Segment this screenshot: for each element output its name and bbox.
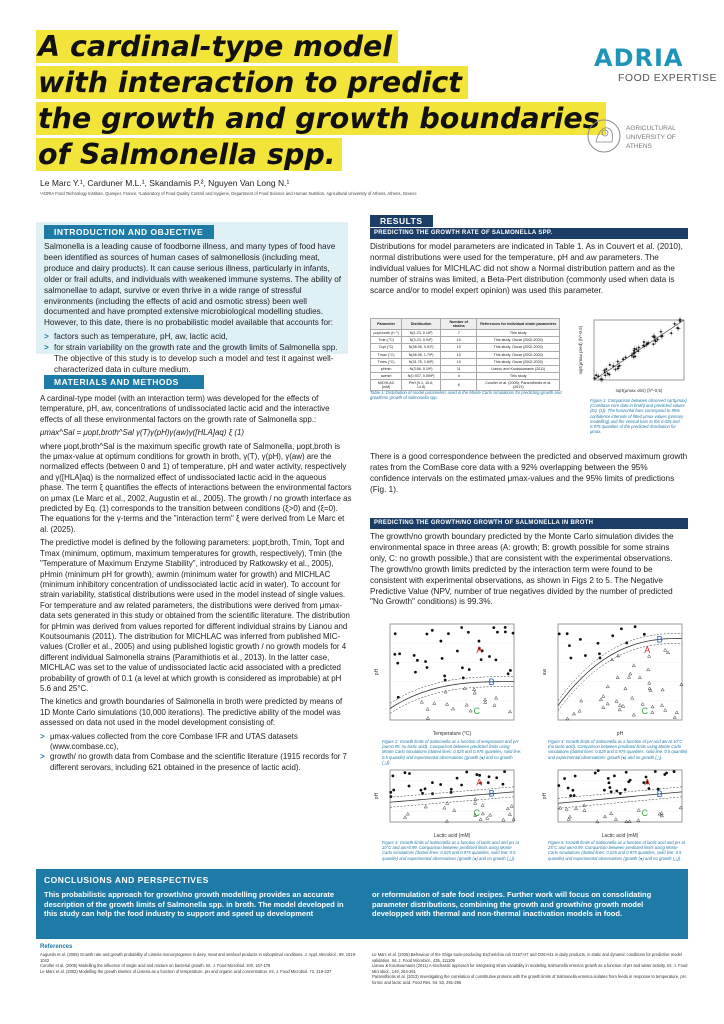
table-cell: 10 — [440, 337, 477, 344]
results-paragraph-2: There is a good correspondence between the predicted and observed maximum growth rates from the ComBase core data with a 92% overlapping between the 95% confidence intervals on the estimated μmax-values and the 95% limits of predictions (Fig. 1). — [370, 452, 688, 494]
reference-item: Le Marc et al. (2002) Modelling the growth kinetics of Listeria as a function of temperature, pH and organic acid concentration. Int. J. Food Microbiol. 73, 219-237 — [40, 968, 332, 974]
table-cell: Tmin (°C) — [371, 337, 402, 344]
data-point — [637, 350, 639, 352]
results-subheading-2: PREDICTING THE GROWTH/NO GROWTH OF SALMONELLA IN BROTH — [370, 518, 688, 529]
data-point — [597, 375, 599, 377]
intro-bullet-2: > for strain variability on the growth rate and the growth limits of Salmonella spp. The objective of this study is to develop such a model and test it against well-characterized data in culture medium. — [44, 343, 342, 376]
growth-point — [607, 777, 610, 780]
growth-point — [456, 777, 459, 780]
x-axis-label: sqrt(μmax obs) (h^-0.5) — [615, 388, 663, 393]
table-cell: Coroller et al. (2005); Paramithiotis et al. (2013) — [477, 380, 560, 391]
data-point — [670, 332, 672, 334]
growth-point — [567, 787, 570, 790]
table-cell: N(3.23, 0.94²) — [402, 337, 441, 344]
data-point — [595, 374, 597, 376]
table-cell: 6 — [440, 380, 477, 391]
table-cell: 10 — [440, 351, 477, 358]
growth-point — [439, 640, 442, 643]
table-header-cell: Number of strains — [440, 319, 477, 330]
growth-point — [404, 771, 407, 774]
growth-point — [563, 777, 566, 780]
table-cell: pHmin — [371, 365, 402, 372]
table-cell: Topt (°C) — [371, 344, 402, 351]
equation-1: μmax^Sal = μopt,broth^Sal γ(T)γ(pH)γ(aw)γ([HLA]aq) ξ (1) — [40, 428, 244, 438]
growth-point — [413, 654, 416, 657]
zone-label-b: B — [488, 788, 495, 799]
reference-item: Le Marc et al. (2025) Behaviour of the Shiga toxin-producing Escherichia coli O157:H7 and O26:H11 in dairy products, in static and dynamic conditions for predictive model validation. Int. J. Food Microbiol., 435, 111109 — [372, 952, 682, 963]
intro-paragraph: Salmonella is a leading cause of foodborne illness, and many types of food have been identified as sources of human cases of salmonellosis (including meat, produce and dairy products). It can cause serious illness, particularly in infants, older or frail adults, and individuals with weakened immune systems. The ability of salmonellae to adapt, survive or even thrive in a wide range of stressful environments (including the effects of acid and osmotic stress) been well documented and have prompted extensive microbiological modelling studies. However, to this date, there is no probabilistic model available that accounts for: — [44, 242, 342, 328]
zone-label-a: A — [644, 777, 651, 788]
data-point — [617, 365, 619, 367]
growth-point — [569, 657, 572, 660]
results-paragraph-3: The growth/no growth boundary predicted by the Monte Carlo simulation divides the environmental space in three areas (A: growth; B: growth possible for some strains only, C: no growth possible,) that are consistent with the experimental observations. The growth/no growth limits predicted by the interaction term were found to be consistent with experimental observations, as shown in Figs 2 to 5. The Negative Predictive Value (NPV, number of true negatives divided by the number of predicted "No Growth" conditions) is 99.3%. — [370, 532, 674, 607]
table-row — [371, 351, 560, 358]
growth-point — [487, 781, 490, 784]
table-cell: 7 — [440, 330, 477, 337]
data-point — [617, 361, 619, 363]
growth-point — [512, 632, 515, 635]
growth-point — [416, 659, 419, 662]
growth-point — [610, 790, 613, 793]
authors: Le Marc Y.¹, Carduner M.L.¹, Skandamis P.², Nguyen Van Long N.¹ — [40, 178, 290, 188]
growth-point — [488, 775, 491, 778]
growth-point — [579, 638, 582, 641]
growth-point — [568, 644, 571, 647]
table-row — [371, 373, 560, 380]
table-cell: 4 — [440, 373, 477, 380]
figure-3-caption: Figure 3: Growth limits of Salmonella as a function of pH and aw at 10°C (no lactic acid). Comparison between predicted limits using Monte Carlo simulations (dotted lines: 0.025 and 0.975 quantiles, solid line: 0.5 quantile) and experimental observations: growth (●) and no growth (△). — [548, 739, 688, 760]
zone-label-b: B — [656, 788, 663, 799]
parameters-table — [370, 318, 560, 391]
methods-heading: MATERIALS AND METHODS — [44, 375, 204, 389]
title-line-1: A cardinal-type model — [36, 30, 398, 64]
growth-point — [509, 669, 512, 672]
growth-point — [613, 775, 616, 778]
y-axis-label: pH — [374, 792, 380, 800]
data-point — [601, 379, 603, 381]
data-point — [605, 368, 607, 370]
data-point — [634, 355, 636, 357]
zone-label-c: C — [641, 808, 649, 818]
growth-point — [408, 772, 411, 775]
table-cell: Lianou and Koutsoumanis (2011) — [477, 365, 560, 372]
growth-point — [558, 633, 561, 636]
growth-point — [608, 786, 611, 789]
growth-point — [566, 632, 569, 635]
growth-point — [673, 770, 676, 773]
zone-label-a: A — [476, 777, 483, 788]
reference-item: Lianou & Koutsoumanis (2011) A stochastic approach for integrating strain variability in modeling Salmonella enterica growth as a function of pH and water activity. Int. J. Food Microbiol., 149, 254-261 — [372, 963, 688, 974]
zone-label-c: C — [473, 808, 481, 818]
data-point — [607, 373, 609, 375]
growth-point — [615, 789, 618, 792]
title-line-3: the growth and growth boundaries — [36, 102, 606, 136]
references-left — [40, 952, 360, 974]
table-cell: This study — [477, 373, 560, 380]
growth-point — [460, 626, 463, 629]
y-axis-label: pH — [374, 668, 380, 676]
x-axis-label: Lactic acid (mM) — [433, 833, 471, 839]
growth-point — [624, 788, 627, 791]
figure-4-caption: Figure 4: Growth limits of Salmonella as a function of lactic acid and pH at 10°C and aw>0.99. Comparison between predicted limits using Monte Carlo simulations (dotted lines: 0.025 and 0.975 quantiles, solid line: 0.5 quantile) and experimental observations (growth (●) and no growth (△)). — [382, 840, 519, 861]
growth-point — [396, 662, 399, 665]
methods-paragraph-3: The predictive model is defined by the following parameters: μopt,broth, Tmin, Topt and Tmax (minimum, optimum, maximum temperatures for growth, respectively), Tmin (the "Temperature of Maximum Enzyme Stability", introduced by Ratkowsky et al., 2005), pHmin (minimum pH for growth), awmin (minimum water for growth) and MICHLAC (minimum inhibitory concentration of undissociated lactic acid in water). To account for strain variability, statistical distributions were used in the model instead of single values. For temperature and aw related parameters, the distributions were derived from μmax-data sets generated in this study or obtained from the scientific literature. The distribution for pHmin was derived from values reported for different individual strains by Lianou and Koutsoumanis (2011). The distribution for MICHLAC was inferred from published MIC-values (Croller et al., 2005) and using published logistic growth / no growth models for 4 different individual Salmonella strains (Paramithiotis et al., 2013). In the latter case, MICHLAC was set to the value of undissociated lactic acid associated with a predicted probability of growth of 0.1 (a level at which growth is considered as improbable) at pH 5.6 and 25°C. — [40, 538, 350, 693]
growth-point — [450, 788, 453, 791]
university-emblem-icon — [586, 118, 622, 154]
methods-paragraph-1: A cardinal-type model (with an interaction term) was developed for the effects of temperature, pH, aw, concentrations of undissociated lactic acid and the interactive effects of all these environmental factors on the growth rate of Salmonella spp.: — [40, 394, 330, 424]
data-point — [635, 348, 637, 350]
growth-point — [478, 774, 481, 777]
table-row — [371, 344, 560, 351]
table-cell: μopt,broth (h⁻¹) — [371, 330, 402, 337]
adria-logo: ADRIA — [594, 44, 684, 72]
data-point — [676, 327, 678, 329]
growth-point — [441, 657, 444, 660]
data-point — [643, 341, 645, 343]
data-point — [631, 354, 633, 356]
references-heading: References — [40, 944, 73, 950]
growth-point — [665, 772, 668, 775]
data-point — [612, 365, 614, 367]
data-point — [603, 370, 605, 372]
results-heading: RESULTS — [370, 215, 433, 227]
growth-point — [439, 783, 442, 786]
growth-point — [391, 775, 394, 778]
data-point — [609, 364, 611, 366]
growth-point — [608, 781, 611, 784]
data-point — [594, 377, 596, 379]
growth-point — [460, 784, 463, 787]
growth-point — [634, 625, 637, 628]
growth-point — [393, 653, 396, 656]
growth-point — [394, 632, 397, 635]
growth-point — [461, 666, 464, 669]
table-cell: 10 — [440, 358, 477, 365]
growth-point — [569, 794, 572, 797]
growth-point — [468, 668, 471, 671]
growth-point — [495, 658, 498, 661]
table-1-caption: Table 1: Distribution of model parameters used in the Monte Carlo simulations for predicting growth and growth/no growth of Salmonella spp. — [370, 390, 562, 401]
data-point — [617, 368, 619, 370]
x-axis-label: Lactic acid (mM) — [601, 833, 639, 839]
growth-point — [502, 783, 505, 786]
growth-point — [492, 626, 495, 629]
adria-logo-subtitle: FOOD EXPERTISE — [618, 72, 717, 84]
intro-bullet-1: > factors such as temperature, pH, aw, lactic acid, — [44, 332, 342, 343]
growth-point — [475, 773, 478, 776]
table-cell: N(1.23, 0.18²) — [402, 330, 441, 337]
growth-point — [603, 789, 606, 792]
methods-body — [40, 394, 352, 773]
data-point — [660, 336, 662, 338]
growth-point — [420, 789, 423, 792]
table-cell: This study, Oscar (2002,2003) — [477, 344, 560, 351]
table-cell: awmin — [371, 373, 402, 380]
growth-point — [507, 672, 510, 675]
methods-paragraph-2: where μopt,broth^Sal is the maximum specific growth rate of Salmonella, μopt,broth is the μmax-value at optimum conditions for growth in broth, γ(T), γ(pH), γ(aw) are the normalized effects (between 0 and 1) of temperature, pH and water activity, respectively and γ([HLA]aq) is the normalized effect of undissociated lactic acid in the aqueous phase. The term ξ quantifies the effects of interactions between the environmental factors on μmax (Le Marc et al., 2002, Augustin et al., 2005). The growth / no growth interface as predicted by Eq. (1) corresponds to the transition between conditions (ξ>0) and (ξ=0). The equations for the γ-terms and the "interaction term" ξ were derived from Le Marc et al. (2025). — [40, 441, 352, 534]
table-cell: 10 — [440, 344, 477, 351]
zone-label-a: A — [476, 644, 483, 655]
table-cell: This study — [477, 330, 560, 337]
growth-point — [389, 791, 392, 794]
y-axis-label: aw — [542, 668, 548, 676]
growth-point — [424, 660, 427, 663]
figure-1-scatter — [576, 316, 688, 396]
data-point — [614, 369, 616, 371]
reference-item: Coroller et al. (2005) Modelling the influence of single acid and mixture on bacterial growth. Int. J. Food Microbiol. 100, 167-178 — [40, 963, 271, 969]
table-cell: N(46.06, 1.79²) — [402, 351, 441, 358]
growth-point — [431, 629, 434, 632]
zone-label-b: B — [488, 676, 495, 687]
reference-item: Paramithiotis et al. (2013) Investigating the correlation of constitutive proteins with the growth limits of Salmonella enterica isolates from feeds in response to temperature, pH, formic and lactic acid. Food Res. Int. 53, 291-296 — [372, 974, 687, 985]
growth-point — [426, 633, 429, 636]
conclusions-left: This probabilistic approach for growth/no growth modelling provides an accurate description of the growth limits of Salmonella spp. in broth. The model developed in this study can help the food industry to support and speed up development — [44, 890, 344, 918]
growth-point — [397, 696, 400, 699]
table-cell: Pert (5.1, 10.6, 14.8) — [402, 380, 441, 391]
data-point — [660, 331, 662, 333]
conclusions-right: or reformulation of safe food recipes. Further work will focus on consolidating parameter distributions, combining the growth and growth/no growth model developped with thermal and non-thermal inactivation models in food. — [372, 890, 652, 918]
growth-point — [426, 666, 429, 669]
growth-point — [571, 789, 574, 792]
figure-3-plot — [540, 618, 688, 738]
table-cell: MICHLAC (mM) — [371, 380, 402, 391]
methods-bullet-1: > μmax-values collected from the core Combase IFR and UTAS datasets (www.combase.cc), — [40, 732, 352, 753]
growth-point — [424, 787, 427, 790]
affiliations: ¹ADRIA Food Technology Institute, Quimper, France, ²Laboratory of Food Quality Control and Hygiene, Department of Food Science and Human Nutrition, Agricultural University of Athens, Athens, Greece — [40, 191, 417, 196]
figure-2-caption: Figure 2: Growth limits of Salmonella as a function of temperature and pH (aw>0.99, no lactic acid). Comparison between predicted limits using Monte Carlo simulations (dotted lines: 0.025 and 0.975 quantiles, solid line: 0.5 quantile) and experimental observations (growth (●) and no growth (△)). — [382, 739, 522, 765]
results-subheading-1: PREDICTING THE GROWTH RATE OF SALMONELLA SPP. — [370, 228, 688, 239]
growth-point — [478, 640, 481, 643]
growth-point — [504, 630, 507, 633]
table-header-cell: Parameter — [371, 319, 402, 330]
table-cell: This study, Oscar (2002,2003) — [477, 337, 560, 344]
zone-label-c: C — [473, 706, 481, 716]
data-point — [647, 342, 649, 344]
growth-point — [594, 772, 597, 775]
growth-point — [503, 770, 506, 773]
data-point — [679, 320, 681, 322]
table-cell: Tmes (°C) — [371, 358, 402, 365]
data-point — [652, 343, 654, 345]
data-point — [638, 346, 640, 348]
zone-label-a: A — [644, 644, 651, 655]
table-cell: N(31.75, 1.69²) — [402, 358, 441, 365]
zone-label-b: B — [656, 634, 663, 645]
growth-point — [443, 675, 446, 678]
data-point — [634, 351, 636, 353]
x-axis-label: Temperature (°C) — [432, 731, 472, 737]
table-row — [371, 365, 560, 372]
x-axis-label: pH — [616, 731, 624, 737]
table-cell: N(0.937, 0.009²) — [402, 373, 441, 380]
intro-heading: INTRODUCTION AND OBJECTIVE — [44, 225, 214, 239]
figure-5-caption: Figure 5: Growth limits of Salmonella as a function of lactic acid and pH at 25°C and aw>0.99. Comparison between predicted limits using Monte Carlo simulations (dotted lines: 0.025 and 0.975 quantiles, solid line: 0.5 quantile) and experimental observations (growth (●) and no growth (△)). — [548, 840, 685, 861]
growth-point — [597, 642, 600, 645]
growth-point — [398, 652, 401, 655]
growth-point — [620, 627, 623, 630]
table-row — [371, 330, 560, 337]
university-name: AGRICULTURAL UNIVERSITY OF ATHENS — [626, 125, 676, 150]
table-row — [371, 337, 560, 344]
growth-point — [598, 652, 601, 655]
table-cell: This study, Oscar (2002,2003) — [477, 351, 560, 358]
growth-point — [488, 655, 491, 658]
data-point — [674, 323, 676, 325]
y-axis-label: pH — [542, 792, 548, 800]
table-cell: Tmax (°C) — [371, 351, 402, 358]
data-point — [646, 343, 648, 345]
title-line-2: with interaction to predict — [36, 66, 468, 100]
y-axis-label: sqrt(μmax pred) (h^-0.5) — [578, 325, 583, 375]
growth-point — [504, 626, 507, 629]
data-point — [622, 358, 624, 360]
growth-point — [597, 769, 600, 772]
table-cell: N(38.06, 0.91²) — [402, 344, 441, 351]
data-point — [657, 339, 659, 341]
growth-point — [584, 654, 587, 657]
data-point — [625, 356, 627, 358]
figure-2-plot — [372, 618, 520, 738]
data-point — [655, 340, 657, 342]
growth-point — [629, 779, 632, 782]
table-cell: N(3.86, 0.19²) — [402, 365, 441, 372]
methods-bullet-2: > growth/ no growth data from Combase and the scientific literature (1915 records for 7 different serovars, including 621 obtained in the presence of lactic acid). — [40, 752, 352, 773]
data-point — [604, 374, 606, 376]
growth-point — [456, 650, 459, 653]
growth-point — [465, 771, 468, 774]
growth-point — [467, 631, 470, 634]
growth-point — [574, 775, 577, 778]
growth-point — [573, 794, 576, 797]
growth-point — [447, 632, 450, 635]
growth-point — [495, 776, 498, 779]
zone-label-c: C — [641, 706, 649, 716]
reference-item: Augustin et al. (2005) Growth rate and growth probability of Listeria monocytogenes in dairy, meat and seafood products in suboptimal conditions. J. Appl. Microbiol., 99, 1019-1042 — [40, 952, 357, 963]
growth-point — [462, 677, 465, 680]
table-cell: This study, Oscar (2002,2003) — [477, 358, 560, 365]
growth-point — [392, 789, 395, 792]
table-header-cell: References for individual strain parameters — [477, 319, 560, 330]
growth-point — [654, 770, 657, 773]
results-paragraph-1: Distributions for model parameters are indicated in Table 1. As in Couvert et al. (2010), normal distributions were used for the temperature, pH and aw parameters. The individual values for MICHLAC did not show a Normal distribution pattern and as the number of strains was limited, a Beta-Pert distribution (commonly used when data is scarce and/or to model expert opinion) was used this parameter. — [370, 242, 683, 295]
conclusions-heading: CONCLUSIONS AND PERSPECTIVES — [44, 875, 209, 885]
growth-point — [599, 656, 602, 659]
growth-point — [480, 658, 483, 661]
references-right — [372, 952, 692, 986]
table-row — [371, 358, 560, 365]
growth-point — [611, 634, 614, 637]
data-point — [604, 371, 606, 373]
growth-point — [414, 671, 417, 674]
growth-point — [496, 631, 499, 634]
plot-frame — [558, 624, 682, 720]
growth-point — [643, 633, 646, 636]
title-line-4: of Salmonella spp. — [36, 138, 342, 172]
growth-point — [557, 784, 560, 787]
table-cell: 11 — [440, 365, 477, 372]
table-header-cell: Distribution — [402, 319, 441, 330]
growth-point — [389, 795, 392, 798]
methods-paragraph-4: The kinetics and growth boundaries of Salmonella in broth were predicted by means of 1D Monte Carlo simulations (10,000 iterations). The predictive ability of the model was assessed on data not used in the model development consisting of: — [40, 697, 343, 728]
figure-1-caption: Figure 1: Comparison between observed sqrt(μmax) (ComBase core data in broth) and predicted values (Eq. (1)). The horizontal bars correspond to 95% confidence intervals of fitted μmax-values (primary modelling) and the vertical bars to the 0.025 and 0.975 quantiles of the predicted distribution for μmax. — [590, 398, 687, 435]
growth-point — [625, 771, 628, 774]
growth-point — [431, 781, 434, 784]
intro-body — [44, 242, 342, 376]
growth-point — [408, 785, 411, 788]
